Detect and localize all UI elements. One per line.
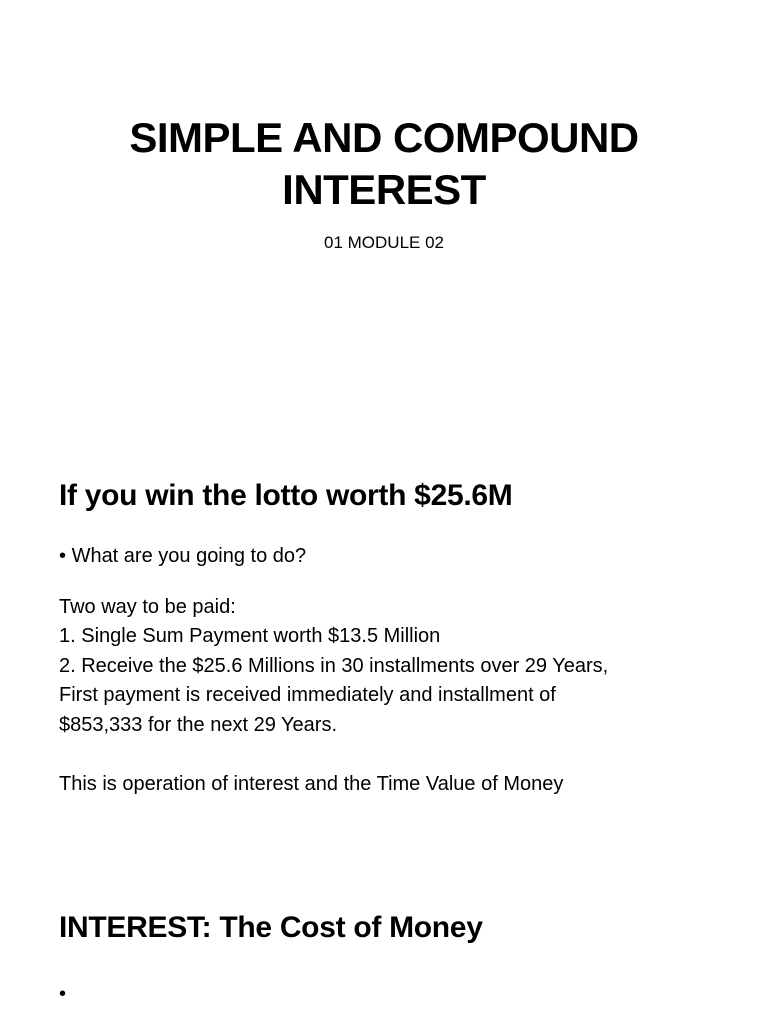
lotto-line: Two way to be paid: <box>59 595 236 618</box>
lotto-line: 1. Single Sum Payment worth $13.5 Million <box>59 625 441 647</box>
interest-section <box>59 910 719 1010</box>
page-title-line-2: INTEREST <box>282 166 486 213</box>
interest-heading: INTEREST: The Cost of Money <box>59 911 483 944</box>
lotto-closing: This is operation of interest and the Time Value of Money <box>59 773 564 795</box>
lotto-line: 2. Receive the $25.6 Millions in 30 installments over 29 Years, <box>59 654 609 677</box>
lotto-line: First payment is received immediately and installment of <box>59 684 556 706</box>
lotto-line: $853,333 for the next 29 Years. <box>59 713 337 736</box>
page-subtitle: 01 MODULE 02 <box>324 233 444 252</box>
title-block <box>0 112 768 254</box>
lotto-bullet: • What are you going to do? <box>59 542 719 572</box>
lotto-payment-options <box>59 593 719 741</box>
lotto-heading: If you win the lotto worth $25.6M <box>59 479 513 512</box>
lotto-section <box>59 478 719 800</box>
interest-bullet: • <box>59 983 67 1005</box>
page-title-line-1: SIMPLE AND COMPOUND <box>129 114 639 161</box>
